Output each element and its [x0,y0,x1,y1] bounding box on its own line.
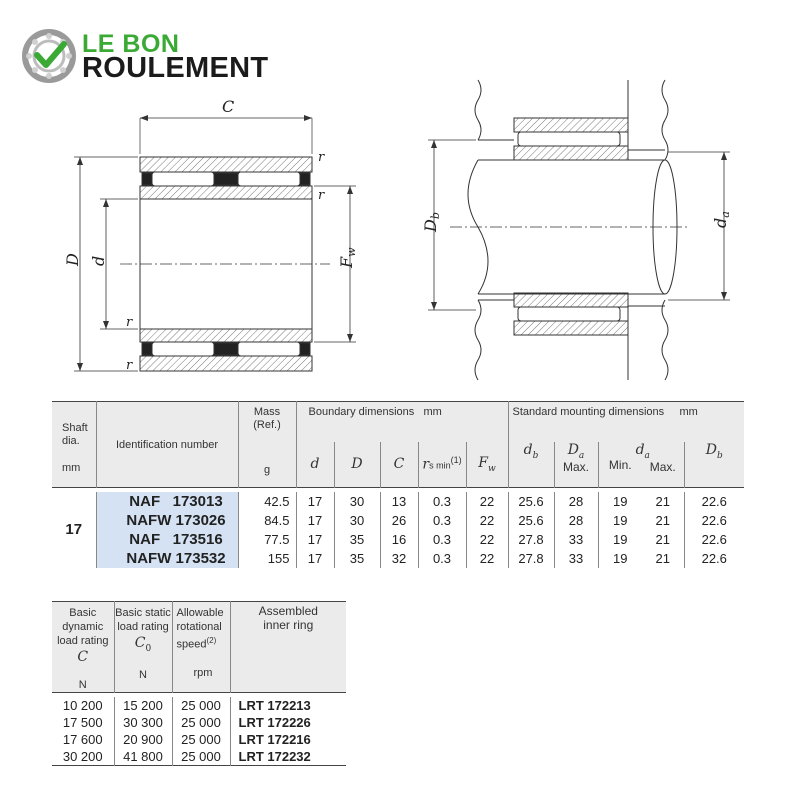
mounting-header: Standard mounting dimensions mm [508,402,744,442]
col-db: $d_b$ [508,442,554,488]
label-C: C [222,97,235,116]
label-r-4: r [126,358,133,373]
col-Db: $D_b$ [684,442,744,488]
load-rating-table [52,601,346,766]
stat-header: Basic static load rating $C_0$ N [114,602,172,693]
label-r-1: r [318,150,325,165]
mass-header: Mass (Ref.) g [238,402,296,488]
logo-line-2: ROULEMENT [82,52,269,84]
ident-header: Identification number [96,402,238,488]
table-row: NAFW 173026 84.5 17 30 26 0.3 22 25.6 28 19 21 22.6 [52,511,744,530]
ring-header: Assembled inner ring [230,602,346,693]
label-Fw: Fw [337,247,358,268]
shaft-value: 17 [65,521,83,538]
col-r: rs $\min^{(1)}$ [418,442,466,488]
label-Db: Db [421,212,442,232]
table-row: 17 500 30 300 25 000 LRT 172226 [52,714,346,731]
table-row: NAFW 173532 155 17 35 32 0.3 22 27.8 33 19 21 22.6 [52,549,744,568]
dimensions-rows [52,492,744,568]
table-row: NAF 173516 77.5 17 35 16 0.3 22 27.8 33 19 21 22.6 [52,530,744,549]
speed-header: Allowable rotational speed$^{(2)}$ rpm [172,602,230,693]
label-d: d [89,255,108,266]
col-Da: $D_a$ Max. [554,442,598,488]
col-Fw: $F_w$ [466,442,508,488]
table-row: 17 600 20 900 25 000 LRT 172216 [52,731,346,748]
dimensions-table [52,401,744,568]
logo-line-1: LE BON [82,30,180,58]
label-da: da [711,211,732,228]
col-da-max: $d_a$ Max. [635,441,676,475]
label-r-3: r [126,315,133,330]
ident-cell: NAF 173013 [96,492,238,511]
col-C: C [380,442,418,488]
col-da-min: Min. [598,442,642,488]
table-row: 30 200 41 800 25 000 LRT 172232 [52,748,346,766]
ident-cell: NAF 173516 [96,530,238,549]
boundary-header: Boundary dimensions mm [296,402,508,442]
label-D: D [63,253,82,266]
col-d: d [296,442,334,488]
ident-cell: NAFW 173532 [96,549,238,568]
label-r-2: r [318,188,325,203]
table-row: 10 200 15 200 25 000 LRT 172213 [52,697,346,714]
shaft-header: Shaft dia. mm [62,422,88,474]
table-row: 17 NAF 173013 42.5 17 30 13 0.3 22 25.6 28 19 21 22.6 [52,492,744,511]
dyn-header: Basic dynamic load rating C N [57,607,109,691]
col-D: D [334,442,380,488]
ident-cell: NAFW 173026 [96,511,238,530]
